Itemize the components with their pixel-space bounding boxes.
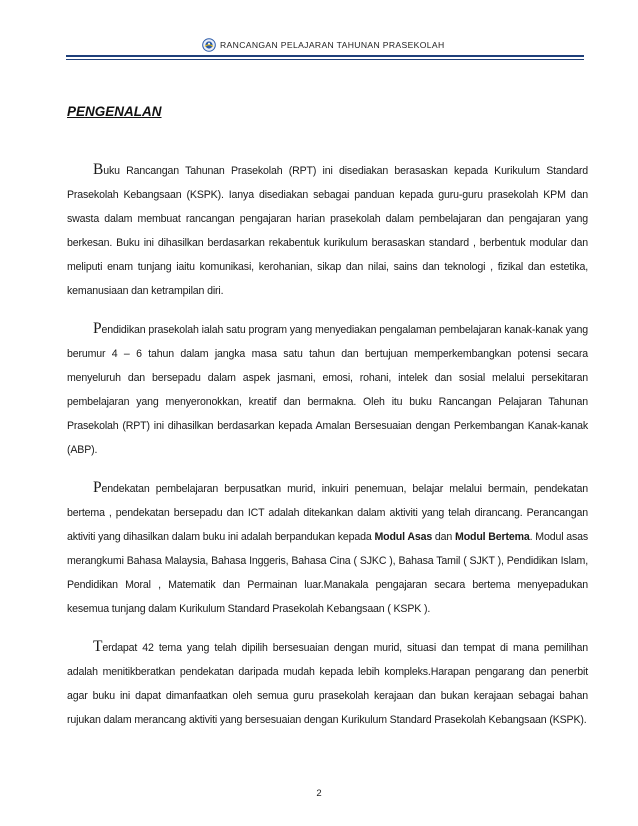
paragraph-3 bbox=[67, 476, 588, 621]
dropcap: P bbox=[93, 320, 102, 337]
dropcap: P bbox=[93, 479, 102, 496]
paragraph-1 bbox=[67, 158, 588, 303]
bold-term-modul-asas: Modul Asas bbox=[374, 531, 433, 543]
header-rule-thin bbox=[66, 59, 584, 60]
header-title: RANCANGAN PELAJARAN TAHUNAN PRASEKOLAH bbox=[220, 40, 445, 50]
bold-term-modul-bertema: Modul Bertema bbox=[455, 531, 530, 543]
dropcap: T bbox=[93, 638, 103, 655]
document-body bbox=[67, 158, 588, 746]
paragraph-2 bbox=[67, 317, 588, 462]
section-heading: PENGENALAN bbox=[67, 104, 162, 119]
paragraph-text: dan bbox=[432, 531, 456, 543]
page-number: 2 bbox=[316, 788, 322, 799]
dropcap: B bbox=[93, 161, 104, 178]
paragraph-text: endidikan prasekolah ialah satu program yang menyediakan pengalaman pembelajaran kanak-kanak yang berumur 4 – 6 tahun dalam jangka masa satu tahun dan bertujuan memperkembangkan potensi secara menyeluruh dan bersepadu dalam aspek jasmani, emosi, rohani, intelek dan sosial melalui persekitaran pembelajaran yang menyeronokkan, kreatif dan bermakna. Oleh itu buku Rancangan Pelajaran Tahunan Prasekolah (RPT) ini dihasilkan berdasarkan kepada Amalan Bersesuaian dengan Perkembangan Kanak-kanak (ABP). bbox=[67, 324, 588, 456]
header-rule-thick bbox=[66, 55, 584, 57]
paragraph-text: uku Rancangan Tahunan Prasekolah (RPT) ini disediakan berasaskan kepada Kurikulum Standard Prasekolah Kebangsaan (KSPK). Ianya disediakan sebagai panduan kepada guru-guru prasekolah KPM dan swasta dalam membuat rancangan pengajaran harian prasekolah dalam pembelajaran dan pengajaran yang berkesan. Buku ini dihasilkan berdasarkan rekabentuk kurikulum berasaskan standard , berbentuk modular dan meliputi enam tunjang iaitu komunikasi, kerohanian, sikap dan nilai, sains dan teknologi , fizikal dan estetika, kemanusiaan dan ketrampilan diri. bbox=[67, 165, 588, 297]
paragraph-text: . Modul asas merangkumi Bahasa Malaysia, Bahasa Inggeris, Bahasa Cina ( SJKC ), Bahasa Tamil ( SJKT ), Pendidikan Islam, Pendidikan Moral , Matematik dan Permainan luar.Manakala pengajaran secara bertema menyepadukan kesemua tunjang dalam Kurikulum Standard Prasekolah Kebangsaan ( KSPK ). bbox=[67, 531, 589, 615]
paragraph-text: endekatan pembelajaran berpusatkan murid, inkuiri penemuan, belajar melalui bermain, pendekatan bertema , pendekatan bersepadu dan ICT adalah ditekankan dalam aktiviti yang telah dirancang. Perancangan aktiviti yang dihasilkan dalam buku ini adalah berpandukan kepada bbox=[67, 483, 588, 543]
page-header bbox=[202, 38, 445, 52]
paragraph-text: erdapat 42 tema yang telah dipilih bersesuaian dengan murid, situasi dan tempat di mana pemilihan adalah menitikberatkan pendekatan daripada mudah kepada lebih kompleks.Harapan pengarang dan penerbit agar buku ini dapat dimanfaatkan oleh semua guru prasekolah kerajaan dan bukan kerajaan sebagai bahan rujukan dalam merancang aktiviti yang bersesuaian dengan Kurikulum Standard Prasekolah Kebangsaan (KSPK). bbox=[67, 642, 588, 726]
paragraph-4 bbox=[67, 635, 588, 732]
ministry-logo-icon bbox=[202, 38, 216, 52]
